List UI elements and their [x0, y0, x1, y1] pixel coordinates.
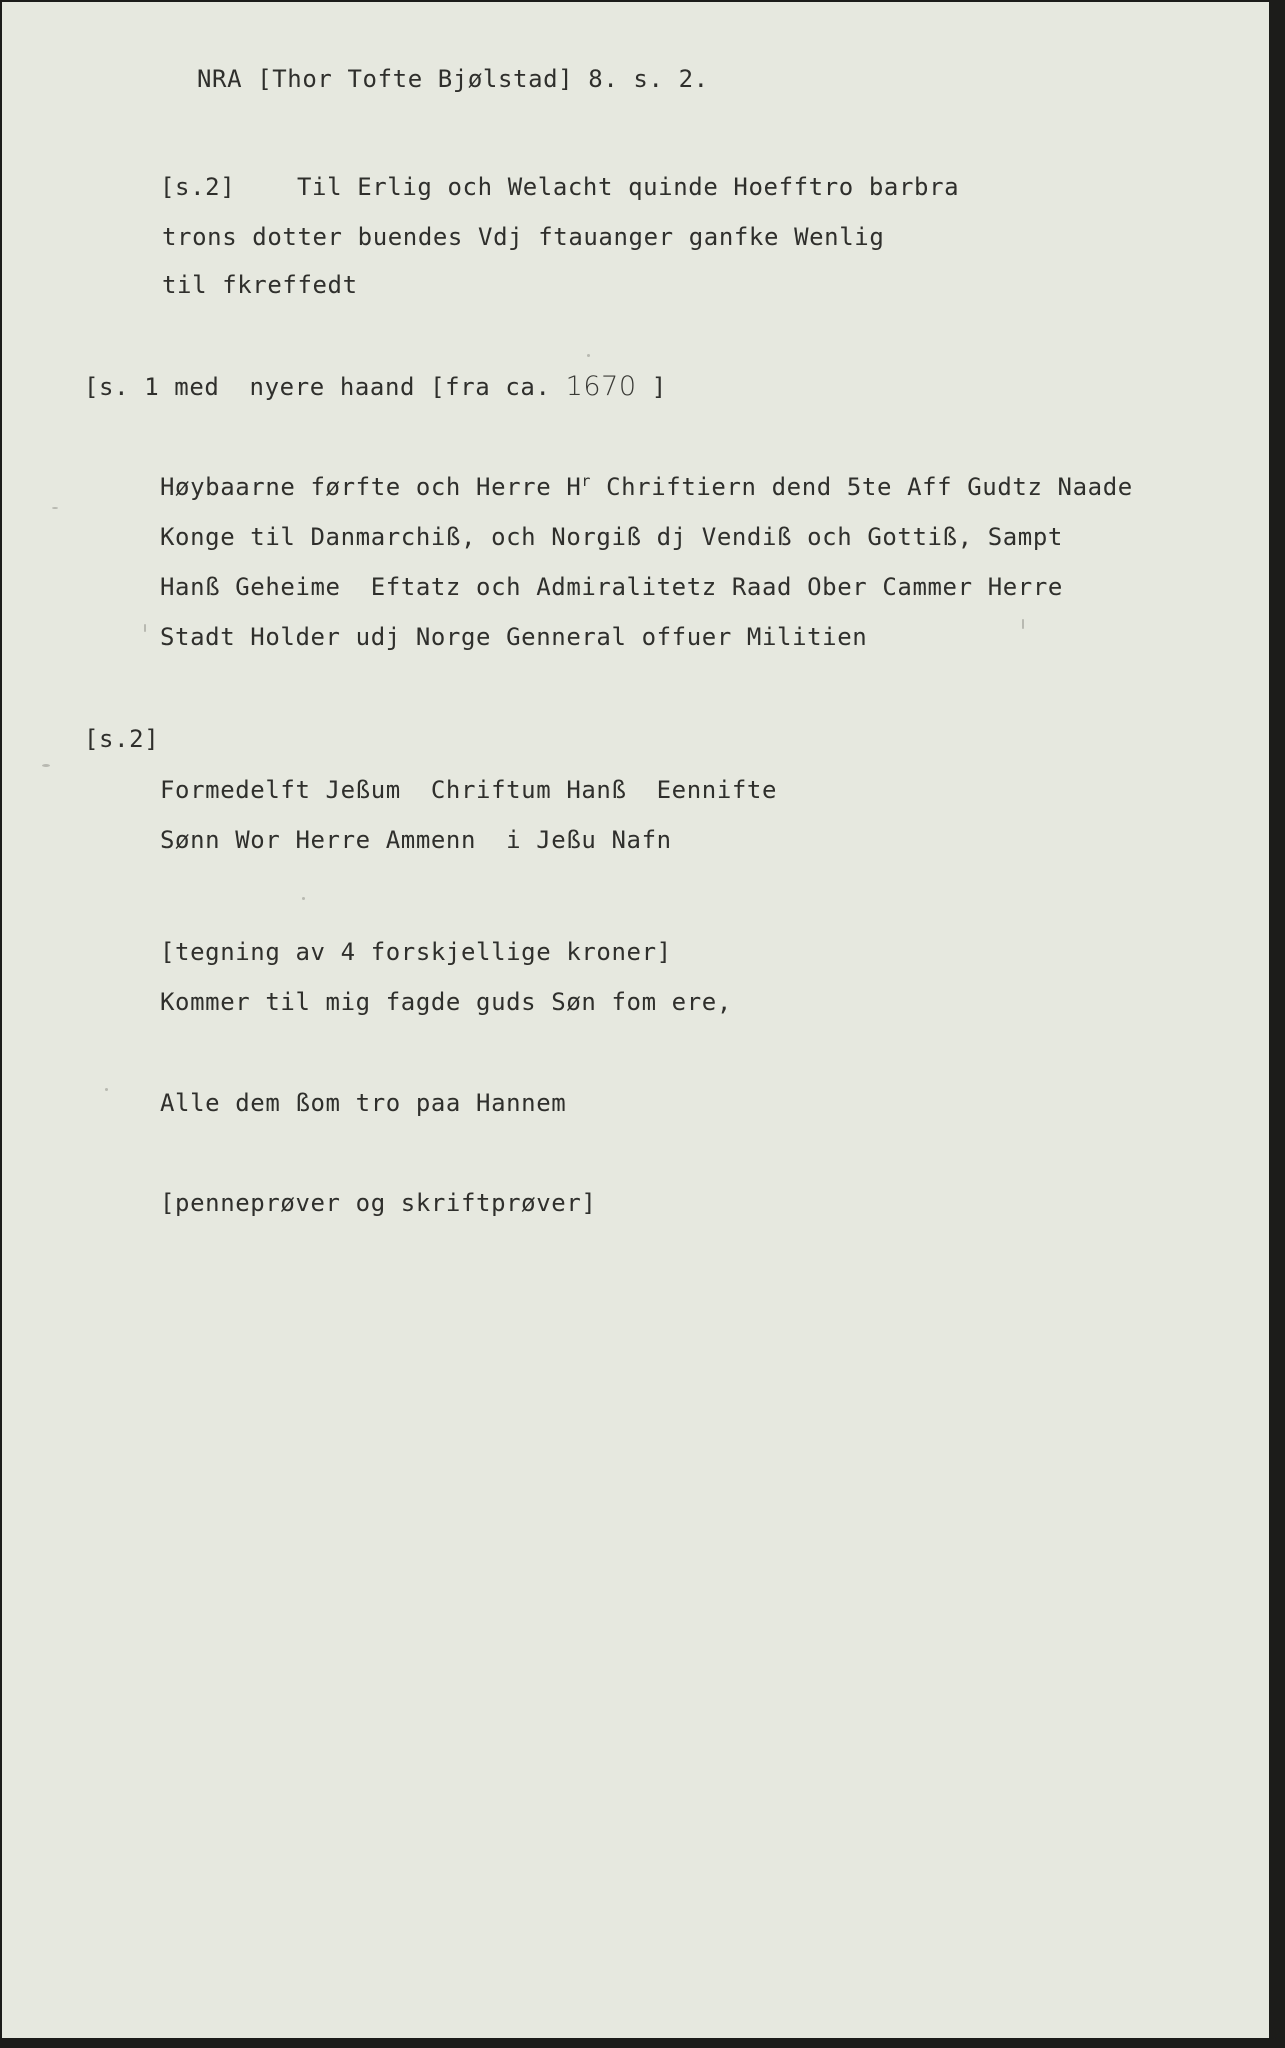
- paper-speck: [302, 897, 305, 900]
- paper-speck: [52, 507, 58, 509]
- address-line-3: til fkreffedt: [162, 271, 358, 299]
- archive-reference: NRA [Thor Tofte Bjølstad] 8. s. 2.: [197, 65, 709, 93]
- page-label-address: [s.2]: [160, 173, 236, 201]
- title-line-4: Stadt Holder udj Norge Genneral offuer Militien: [160, 623, 868, 651]
- paper-speck: [144, 624, 146, 632]
- verse-line-1: Kommer til mig fagde guds Søn fom ere,: [160, 988, 732, 1016]
- title-line-1-start: Høybaarne førfte och Herre H: [160, 473, 582, 501]
- closing-note: [penneprøver og skriftprøver]: [160, 1189, 597, 1217]
- address-line-1: Til Erlig och Welacht quinde Hoefftro barbra: [297, 173, 960, 201]
- second-page-line-1: Formedelft Jeßum Chriftum Hanß Eennifte: [160, 776, 778, 804]
- page-label-second: [s.2]: [84, 725, 160, 753]
- title-line-1: [160, 472, 1133, 502]
- later-hand-year: 1670: [565, 371, 637, 402]
- title-line-3: Hanß Geheime Eftatz och Admiralitetz Raad Ober Cammer Herre: [160, 573, 1063, 601]
- later-hand-suffix: ]: [636, 373, 667, 401]
- paper-speck: [42, 764, 50, 767]
- paper-speck: [587, 354, 590, 357]
- paper-speck: [105, 1088, 108, 1091]
- title-line-2: Konge til Danmarchiß, och Norgiß dj Vendiß och Gottiß, Sampt: [160, 523, 1063, 551]
- second-page-line-2: Sønn Wor Herre Ammenn i Jeßu Nafn: [160, 826, 672, 854]
- paper-speck: [1022, 619, 1024, 629]
- drawing-note: [tegning av 4 forskjellige kroner]: [160, 938, 672, 966]
- address-line-2: trons dotter buendes Vdj ftauanger ganfke Wenlig: [162, 223, 885, 251]
- document-page: [2, 2, 1269, 2038]
- title-line-1-superscript: r: [581, 472, 592, 490]
- later-hand-prefix: [s. 1 med nyere haand [fra ca.: [84, 373, 566, 401]
- verse-line-2: Alle dem ßom tro paa Hannem: [160, 1089, 567, 1117]
- title-line-1-end: Chriftiern dend 5te Aff Gudtz Naade: [591, 473, 1133, 501]
- later-hand-note: [84, 372, 667, 402]
